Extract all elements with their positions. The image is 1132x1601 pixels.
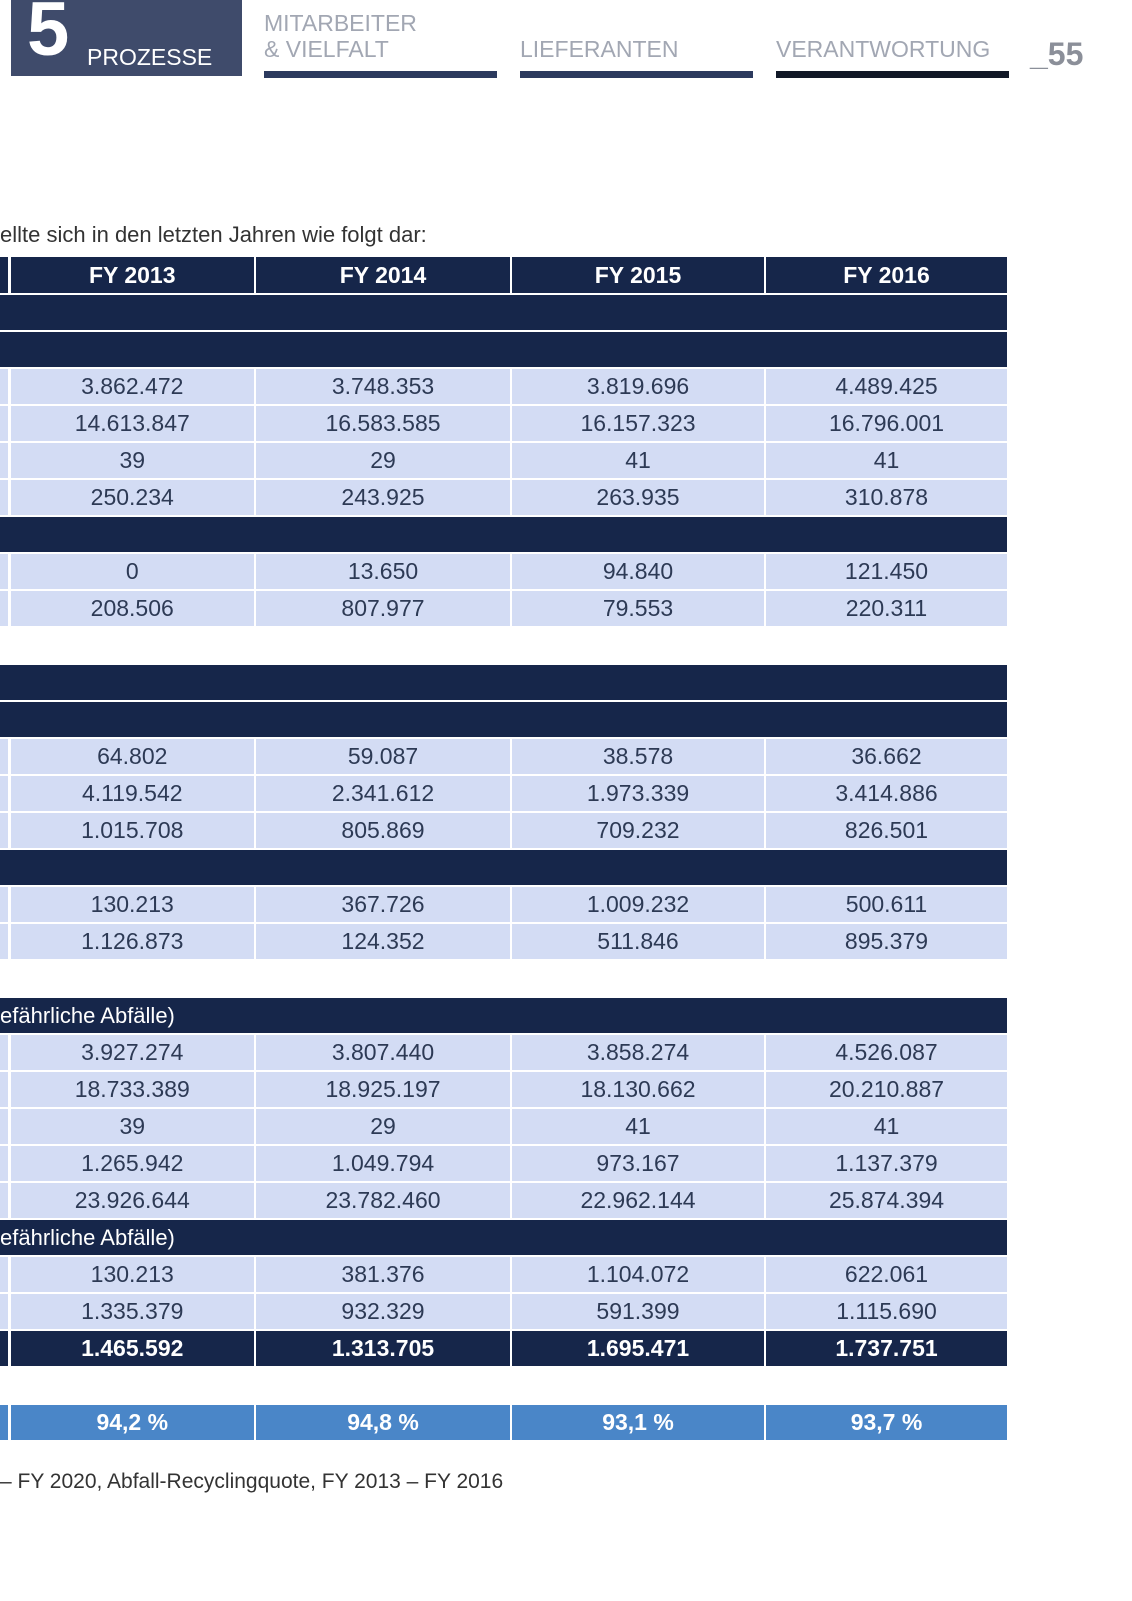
table-cell: 79.553 — [511, 590, 765, 627]
table-cell: 41 — [511, 442, 765, 479]
row-stub — [0, 1330, 9, 1367]
row-stub — [0, 923, 9, 960]
recycling-rate-row — [0, 1404, 1007, 1441]
table-cell: 94.840 — [511, 553, 765, 590]
spacer — [0, 1367, 1007, 1404]
table-cell: 41 — [765, 442, 1007, 479]
table-cell: 1.973.339 — [511, 775, 765, 812]
table-cell: 2.341.612 — [255, 775, 511, 812]
table-cell: 59.087 — [255, 738, 511, 775]
total-row — [0, 1330, 1007, 1367]
row-stub — [0, 1182, 9, 1219]
page-number: _55 — [1030, 36, 1084, 72]
table-cell: 25.874.394 — [765, 1182, 1007, 1219]
table-cell: 20.210.887 — [765, 1071, 1007, 1108]
row-stub — [0, 1145, 9, 1182]
table-cell: 807.977 — [255, 590, 511, 627]
waste-table — [0, 257, 1007, 1442]
table-cell: 16.157.323 — [511, 405, 765, 442]
section-header-row — [0, 516, 1007, 553]
table-cell: 13.650 — [255, 553, 511, 590]
table-cell: 622.061 — [765, 1256, 1007, 1293]
row-stub — [0, 1293, 9, 1330]
section-bar — [0, 664, 1007, 701]
table-row — [0, 479, 1007, 516]
table-cell: 263.935 — [511, 479, 765, 516]
nav-label: MITARBEITER & VIELFALT — [264, 10, 417, 62]
section-header-row — [0, 997, 1007, 1034]
table-cell: 18.925.197 — [255, 1071, 511, 1108]
row-stub — [0, 368, 9, 405]
table-row — [0, 1182, 1007, 1219]
table-cell: 29 — [255, 442, 511, 479]
table-cell: 29 — [255, 1108, 511, 1145]
row-stub — [0, 1034, 9, 1071]
table-row — [0, 1293, 1007, 1330]
row-stub — [0, 886, 9, 923]
section-header-row — [0, 1219, 1007, 1256]
table-cell: 973.167 — [511, 1145, 765, 1182]
table-cell: 94,2 % — [9, 1404, 255, 1441]
table-cell: 39 — [9, 1108, 255, 1145]
table-row — [0, 405, 1007, 442]
section-label: efährliche Abfälle) — [0, 1219, 1007, 1256]
nav-underline — [776, 71, 1009, 78]
row-stub — [0, 479, 9, 516]
nav-underline — [520, 71, 753, 78]
spacer — [0, 627, 1007, 664]
section-header-row — [0, 294, 1007, 331]
row-stub — [0, 812, 9, 849]
table-cell: 3.819.696 — [511, 368, 765, 405]
table-cell: 367.726 — [255, 886, 511, 923]
table-row — [0, 923, 1007, 960]
table-cell: 381.376 — [255, 1256, 511, 1293]
table-cell: 4.526.087 — [765, 1034, 1007, 1071]
row-stub — [0, 442, 9, 479]
row-stub — [0, 553, 9, 590]
table-cell: 23.782.460 — [255, 1182, 511, 1219]
table-cell: 895.379 — [765, 923, 1007, 960]
table-cell: 18.733.389 — [9, 1071, 255, 1108]
table-row — [0, 738, 1007, 775]
table-cell: 310.878 — [765, 479, 1007, 516]
table-header-stub — [0, 257, 9, 294]
table-cell: 93,1 % — [511, 1404, 765, 1441]
table-cell: 1.695.471 — [511, 1330, 765, 1367]
table-cell: 1.465.592 — [9, 1330, 255, 1367]
table-cell: 64.802 — [9, 738, 255, 775]
section-bar — [0, 516, 1007, 553]
row-stub — [0, 1071, 9, 1108]
section-header-row — [0, 664, 1007, 701]
table-row — [0, 442, 1007, 479]
table-cell: 1.126.873 — [9, 923, 255, 960]
table-cell: 932.329 — [255, 1293, 511, 1330]
section-header-row — [0, 701, 1007, 738]
section-header-row — [0, 849, 1007, 886]
table-row — [0, 1256, 1007, 1293]
table-row — [0, 1071, 1007, 1108]
table-cell: 1.137.379 — [765, 1145, 1007, 1182]
nav-label: VERANTWORTUNG — [776, 35, 991, 62]
table-cell: 826.501 — [765, 812, 1007, 849]
table-cell: 3.862.472 — [9, 368, 255, 405]
row-stub — [0, 1256, 9, 1293]
table-cell: 124.352 — [255, 923, 511, 960]
table-cell: 130.213 — [9, 886, 255, 923]
section-bar — [0, 701, 1007, 738]
table-cell: 1.104.072 — [511, 1256, 765, 1293]
table-cell: 4.489.425 — [765, 368, 1007, 405]
footnote: – FY 2020, Abfall-Recyclingquote, FY 2013 – FY 2016 — [0, 1470, 504, 1493]
table-cell: 14.613.847 — [9, 405, 255, 442]
table-cell: 41 — [765, 1108, 1007, 1145]
spacer-row — [0, 960, 1007, 997]
table-row — [0, 590, 1007, 627]
nav-tab-mitarbeiter[interactable] — [264, 12, 497, 78]
table-cell: 220.311 — [765, 590, 1007, 627]
chapter-tab[interactable] — [11, 0, 242, 76]
spacer-row — [0, 627, 1007, 664]
table-cell: 121.450 — [765, 553, 1007, 590]
column-header: FY 2016 — [765, 257, 1007, 294]
table-cell: 94,8 % — [255, 1404, 511, 1441]
table-cell: 93,7 % — [765, 1404, 1007, 1441]
spacer — [0, 960, 1007, 997]
section-label: efährliche Abfälle) — [0, 997, 1007, 1034]
row-stub — [0, 1108, 9, 1145]
table-cell: 511.846 — [511, 923, 765, 960]
table-cell: 250.234 — [9, 479, 255, 516]
table-cell: 4.119.542 — [9, 775, 255, 812]
table-cell: 41 — [511, 1108, 765, 1145]
table-cell: 1.009.232 — [511, 886, 765, 923]
table-cell: 39 — [9, 442, 255, 479]
table-cell: 1.313.705 — [255, 1330, 511, 1367]
table-cell: 3.748.353 — [255, 368, 511, 405]
table-cell: 243.925 — [255, 479, 511, 516]
nav-label: LIEFERANTEN — [520, 35, 679, 62]
table-row — [0, 1034, 1007, 1071]
section-header-row — [0, 331, 1007, 368]
nav-tab-verantwortung[interactable] — [776, 12, 1009, 78]
table-cell: 23.926.644 — [9, 1182, 255, 1219]
table-cell: 805.869 — [255, 812, 511, 849]
table-row — [0, 1145, 1007, 1182]
table-cell: 591.399 — [511, 1293, 765, 1330]
row-stub — [0, 590, 9, 627]
table-cell: 1.737.751 — [765, 1330, 1007, 1367]
table-cell: 500.611 — [765, 886, 1007, 923]
table-row — [0, 886, 1007, 923]
table-row — [0, 1108, 1007, 1145]
table-cell: 3.414.886 — [765, 775, 1007, 812]
table-cell: 18.130.662 — [511, 1071, 765, 1108]
table-row — [0, 812, 1007, 849]
table-row — [0, 553, 1007, 590]
spacer-row — [0, 1367, 1007, 1404]
table-cell: 16.583.585 — [255, 405, 511, 442]
table-row — [0, 775, 1007, 812]
table-cell: 1.335.379 — [9, 1293, 255, 1330]
chapter-number: 5 — [27, 0, 68, 72]
row-stub — [0, 738, 9, 775]
nav-underline — [264, 71, 497, 78]
table-cell: 130.213 — [9, 1256, 255, 1293]
column-header: FY 2013 — [9, 257, 255, 294]
column-header: FY 2014 — [255, 257, 511, 294]
section-bar — [0, 849, 1007, 886]
intro-text: ellte sich in den letzten Jahren wie folgt dar: — [0, 222, 427, 247]
column-header: FY 2015 — [511, 257, 765, 294]
table-cell: 3.858.274 — [511, 1034, 765, 1071]
section-bar — [0, 331, 1007, 368]
table-cell: 16.796.001 — [765, 405, 1007, 442]
row-stub — [0, 405, 9, 442]
table-cell: 38.578 — [511, 738, 765, 775]
table-cell: 3.927.274 — [9, 1034, 255, 1071]
row-stub — [0, 1404, 9, 1441]
table-cell: 1.265.942 — [9, 1145, 255, 1182]
chapter-label: PROZESSE — [87, 44, 213, 70]
table-cell: 1.015.708 — [9, 812, 255, 849]
table-cell: 1.115.690 — [765, 1293, 1007, 1330]
table-row — [0, 368, 1007, 405]
table-cell: 208.506 — [9, 590, 255, 627]
table-cell: 22.962.144 — [511, 1182, 765, 1219]
nav-tab-lieferanten[interactable] — [520, 12, 753, 78]
table-cell: 3.807.440 — [255, 1034, 511, 1071]
table-header-row — [0, 257, 1007, 294]
section-bar — [0, 294, 1007, 331]
table-cell: 36.662 — [765, 738, 1007, 775]
table-cell: 709.232 — [511, 812, 765, 849]
row-stub — [0, 775, 9, 812]
table-cell: 0 — [9, 553, 255, 590]
table-cell: 1.049.794 — [255, 1145, 511, 1182]
